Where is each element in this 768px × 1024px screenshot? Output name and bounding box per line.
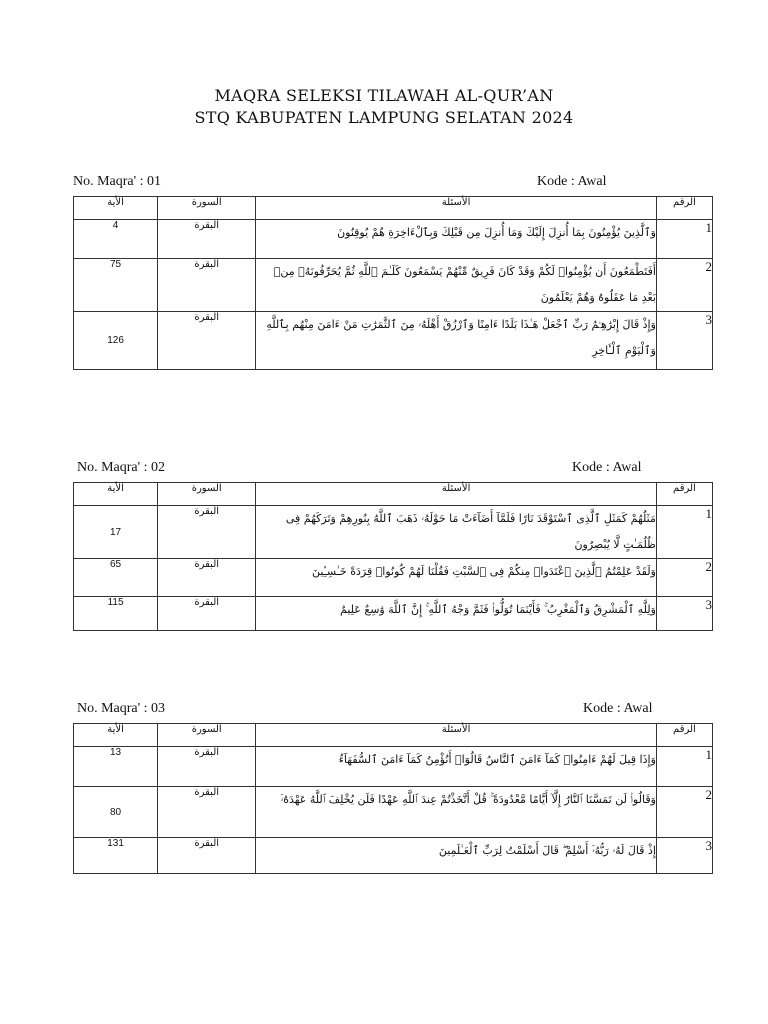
surah-cell: البقرة [158, 787, 256, 838]
ayat-cell: 131 [74, 838, 158, 874]
surah-cell: البقرة [158, 597, 256, 631]
column-header-number: الرقم [656, 197, 712, 220]
column-header-ayat: الأية [74, 197, 158, 220]
column-header-number: الرقم [656, 483, 712, 506]
table-row [74, 597, 713, 631]
number-cell: 2 [656, 787, 712, 838]
column-header-surah: السورة [158, 197, 256, 220]
ayat-cell: 65 [74, 559, 158, 597]
question-cell: وَإِذَا قِيلَ لَهُمْ ءَامِنُوا۟ كَمَآ ءَامَنَ ٱلنَّاسُ قَالُوٓا۟ أَنُؤْمِنُ كَمَآ ءَامَنَ ٱلسُّفَهَآءُ [256, 747, 657, 787]
table-row [74, 747, 713, 787]
kode-label: Kode : Awal [583, 701, 653, 716]
maqra-table-02 [73, 482, 713, 631]
table-header-row [74, 724, 713, 747]
column-header-ayat: الأية [74, 483, 158, 506]
ayat-cell: 126 [74, 312, 158, 370]
question-cell: أَفَتَطْمَعُونَ أَن يُؤْمِنُوا۟ لَكُمْ وَقَدْ كَانَ فَرِيقٌ مِّنْهُمْ يَسْمَعُونَ كَلَـٰمَ ٱللَّهِ ثُمَّ يُحَرِّفُونَهُۥ مِنۢ بَعْدِ مَا عَقَلُوهُ وَهُمْ يَعْلَمُونَ [256, 259, 657, 312]
ayat-cell: 17 [74, 506, 158, 559]
question-cell: وَلِلَّهِ ٱلْمَشْرِقُ وَٱلْمَغْرِبُ ۚ فَأَيْنَمَا تُوَلُّوا۟ فَثَمَّ وَجْهُ ٱللَّهِ ۚ إِنَّ ٱللَّهَ وَٰسِعٌ عَلِيمٌ [256, 597, 657, 631]
column-header-surah: السورة [158, 483, 256, 506]
surah-cell: البقرة [158, 220, 256, 259]
ayat-cell: 4 [74, 220, 158, 259]
kode-label: Kode : Awal [572, 460, 642, 475]
question-cell: وَقَالُوا۟ لَن تَمَسَّنَا ٱلنَّارُ إِلَّآ أَيَّامًا مَّعْدُودَةً ۚ قُلْ أَتَّخَذْتُمْ عِندَ ٱللَّهِ عَهْدًا فَلَن يُخْلِفَ ٱللَّهُ عَهْدَهُۥٓ [256, 787, 657, 838]
question-cell: إِذْ قَالَ لَهُۥ رَبُّهُۥٓ أَسْلِمْ ۖ قَالَ أَسْلَمْتُ لِرَبِّ ٱلْعَـٰلَمِينَ [256, 838, 657, 874]
column-header-number: الرقم [656, 724, 712, 747]
column-header-question: الأسئلة [256, 724, 657, 747]
ayat-cell: 13 [74, 747, 158, 787]
table-header-row [74, 197, 713, 220]
maqra-label: No. Maqra' : 01 [73, 174, 162, 189]
surah-cell: البقرة [158, 747, 256, 787]
column-header-question: الأسئلة [256, 197, 657, 220]
maqra-table-01 [73, 196, 713, 370]
table-row [74, 259, 713, 312]
surah-cell: البقرة [158, 838, 256, 874]
maqra-label: No. Maqra' : 02 [77, 460, 166, 475]
number-cell: 2 [656, 559, 712, 597]
number-cell: 2 [656, 259, 712, 312]
column-header-ayat: الأية [74, 724, 158, 747]
kode-label: Kode : Awal [537, 174, 607, 189]
maqra-label: No. Maqra' : 03 [77, 701, 166, 716]
question-cell: وَإِذْ قَالَ إِبْرَٰهِـۧمُ رَبِّ ٱجْعَلْ هَـٰذَا بَلَدًا ءَامِنًا وَٱرْزُقْ أَهْلَهُۥ مِنَ ٱلثَّمَرَٰتِ مَنْ ءَامَنَ مِنْهُم بِٱللَّهِ وَٱلْيَوْمِ ٱلْـَٔاخِرِ [256, 312, 657, 370]
table-row [74, 312, 713, 370]
surah-cell: البقرة [158, 506, 256, 559]
surah-cell: البقرة [158, 259, 256, 312]
document-title-line-1: MAQRA SELEKSI TILAWAH AL-QUR’AN [214, 86, 554, 105]
table-row [74, 559, 713, 597]
table-row [74, 838, 713, 874]
column-header-question: الأسئلة [256, 483, 657, 506]
number-cell: 1 [656, 506, 712, 559]
ayat-cell: 75 [74, 259, 158, 312]
number-cell: 3 [656, 838, 712, 874]
ayat-cell: 80 [74, 787, 158, 838]
column-header-surah: السورة [158, 724, 256, 747]
number-cell: 3 [656, 597, 712, 631]
number-cell: 1 [656, 220, 712, 259]
document-title-line-2: STQ KABUPATEN LAMPUNG SELATAN 2024 [194, 108, 574, 127]
question-cell: مَثَلُهُمْ كَمَثَلِ ٱلَّذِى ٱسْتَوْقَدَ نَارًا فَلَمَّآ أَضَآءَتْ مَا حَوْلَهُۥ ذَهَبَ ٱللَّهُ بِنُورِهِمْ وَتَرَكَهُمْ فِى ظُلُمَـٰتٍ لَّا يُبْصِرُونَ [256, 506, 657, 559]
table-row [74, 220, 713, 259]
number-cell: 1 [656, 747, 712, 787]
number-cell: 3 [656, 312, 712, 370]
table-row [74, 506, 713, 559]
table-header-row [74, 483, 713, 506]
surah-cell: البقرة [158, 559, 256, 597]
question-cell: وَلَقَدْ عَلِمْتُمُ ٱلَّذِينَ ٱعْتَدَوا۟ مِنكُمْ فِى ٱلسَّبْتِ فَقُلْنَا لَهُمْ كُونُوا۟ قِرَدَةً خَـٰسِـِٔينَ [256, 559, 657, 597]
question-cell: وَٱلَّذِينَ يُؤْمِنُونَ بِمَا أُنزِلَ إِلَيْكَ وَمَا أُنزِلَ مِن قَبْلِكَ وَبِٱلْءَاخِرَةِ هُمْ يُوقِنُونَ [256, 220, 657, 259]
surah-cell: البقرة [158, 312, 256, 370]
maqra-table-03 [73, 723, 713, 874]
table-row [74, 787, 713, 838]
ayat-cell: 115 [74, 597, 158, 631]
